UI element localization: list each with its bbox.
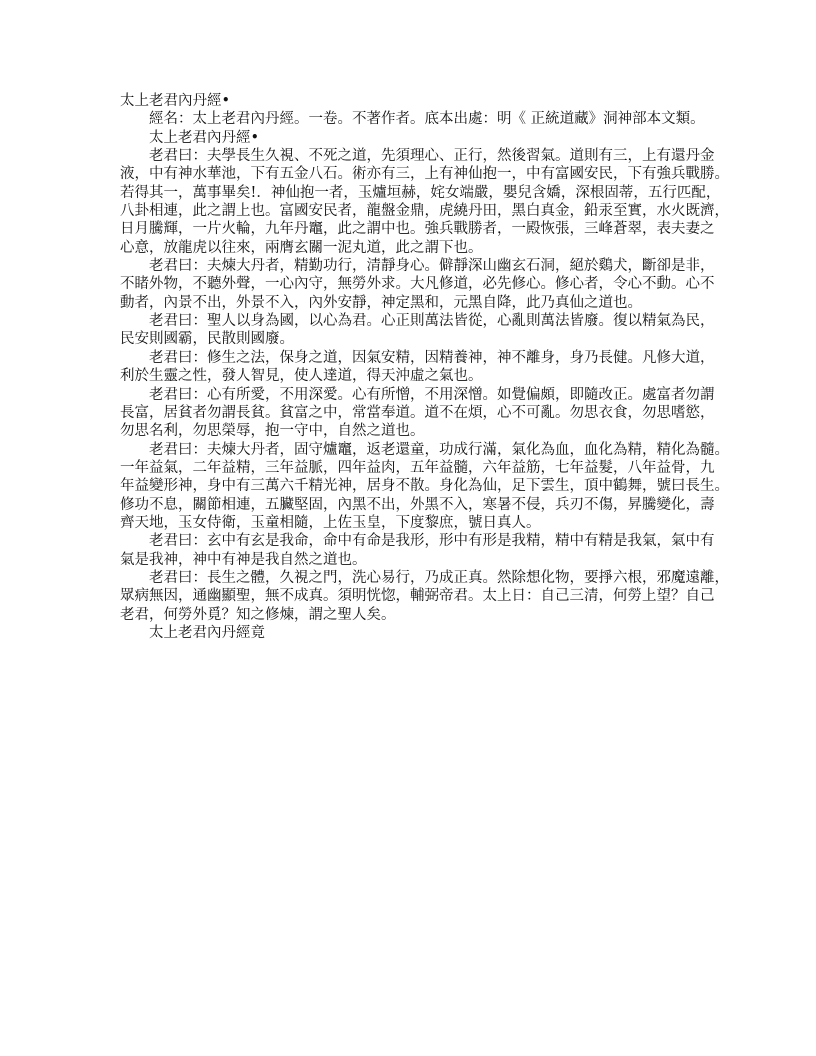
paragraph-line: 老君曰：玄中有玄是我命，命中有命是我形，形中有形是我精，精中有精是我氣，氣中有 [149, 533, 715, 550]
paragraph-line: 老君曰：修生之法，保身之道，因氣安精，因精養神，神不離身，身乃長健。凡修大道， [149, 349, 715, 366]
document-meta: 經名：太上老君內丹經。一卷。不著作者。底本出處：明《 正統道藏》洞神部本文類。 [149, 111, 705, 128]
paragraph-line: 勿思名利，勿思榮辱，抱一守中，自然之道也。 [120, 423, 425, 440]
paragraph-line: 民安則國霸，民散則國廢。 [120, 331, 294, 348]
document-subheading: 太上老君內丹經• [149, 129, 260, 146]
document-body [120, 92, 729, 642]
paragraph [120, 532, 715, 569]
paragraph-line: 長富，居貧者勿謂長貧。貧富之中，常當奉道。道不在煩，心不可亂。勿思衣食，勿思嗜慾， [120, 404, 715, 421]
paragraph-line: 老君曰：夫學長生久視、不死之道，先須理心、正行，然後習氣。道則有三，上有還丹金 [149, 148, 715, 165]
paragraph-line: 老君曰：夫煉大丹者，固守爐竈，返老還童，功成行滿，氣化為血，血化為精，精化為髓。 [149, 441, 729, 458]
paragraphs [120, 147, 729, 624]
paragraph-line: 日月騰輝，一片火輪，九年丹竈，此之謂中也。強兵戰勝者，一殿恢張，三峰蒼翠，表夫妻之 [120, 221, 715, 238]
paragraph [120, 147, 729, 257]
paragraph-line: 不睹外物，不聽外聲，一心內守，無勞外求。大凡修道，必先修心。修心者，令心不動。心不 [120, 276, 715, 293]
paragraph-line: 心意，放龍虎以往來，兩膺玄關一泥丸道，此之謂下也。 [120, 239, 483, 256]
paragraph-line: 老君曰：夫煉大丹者，精勤功行，清靜身心。僻靜深山幽玄石洞，絕於鷄犬，斷卻是非， [149, 258, 715, 275]
paragraph-line: 老君，何勞外覓？知之修煉，謂之聖人矣。 [120, 606, 396, 623]
paragraph-line: 液，中有神水華池，下有五金八石。術亦有三，上有神仙抱一，中有富國安民，下有強兵戰勝。 [120, 166, 729, 183]
document-ending: 太上老君內丹經竟 [149, 624, 265, 641]
paragraph-line: 年益變形神，身中有三萬六千精光神，居身不散。身化為仙，足下雲生，頂中鶴舞，號曰長生。 [120, 478, 729, 495]
paragraph-line: 老君曰：長生之體，久視之門，洗心易行，乃成正真。然除想化物，要掙六根，邪魔遠離， [149, 569, 729, 586]
paragraph [120, 386, 715, 441]
paragraph [120, 569, 729, 624]
paragraph-line: 若得其一，萬事畢矣!．神仙抱一者，玉爐垣赫，姹女端嚴，嬰兒含嬌，深根固蒂，五行匹配， [120, 184, 721, 201]
paragraph-line: 八卦相連，此之謂上也。富國安民者，龍盤金鼎，虎繞丹田，黑白真金，鉛汞至實，水火既濟， [120, 203, 729, 220]
paragraph-line: 齊天地，玉女侍衛，玉童相隨，上佐玉皇，下度黎庶，號日真人。 [120, 514, 541, 531]
paragraph-line: 眾病無因，通幽顯聖，無不成真。須明恍惚，輔弼帝君。太上日：自己三清，何勞上望？自己 [120, 588, 715, 605]
paragraph [120, 312, 715, 349]
paragraph-line: 氣是我神，神中有神是我自然之道也。 [120, 551, 367, 568]
paragraph-line: 利於生靈之性，發人智見，使人達道，得天沖虛之氣也。 [120, 368, 483, 385]
paragraph [120, 257, 715, 312]
paragraph-line: 老君曰：心有所愛，不用深愛。心有所憎，不用深憎。如覺偏頗，即隨改正。處富者勿謂 [149, 386, 715, 403]
document-heading: 太上老君內丹經• [120, 93, 231, 109]
paragraph-line: 老君曰：聖人以身為國，以心為君。心正則萬法皆從，心亂則萬法皆廢。復以精氣為民， [149, 313, 715, 330]
paragraph-line: 動者，內景不出，外景不入，內外安靜，神定黑和，元黑自降，此乃真仙之道也。 [120, 294, 642, 311]
paragraph-line: 一年益氣，二年益精，三年益脈，四年益肉，五年益髓，六年益筋，七年益髮，八年益骨，九 [120, 459, 715, 476]
paragraph [120, 441, 729, 533]
paragraph [120, 349, 715, 386]
paragraph-line: 修功不息，關節相連，五臟堅固，內黑不出，外黑不入，寒暑不侵，兵刃不傷，昇騰變化，壽 [120, 496, 715, 513]
